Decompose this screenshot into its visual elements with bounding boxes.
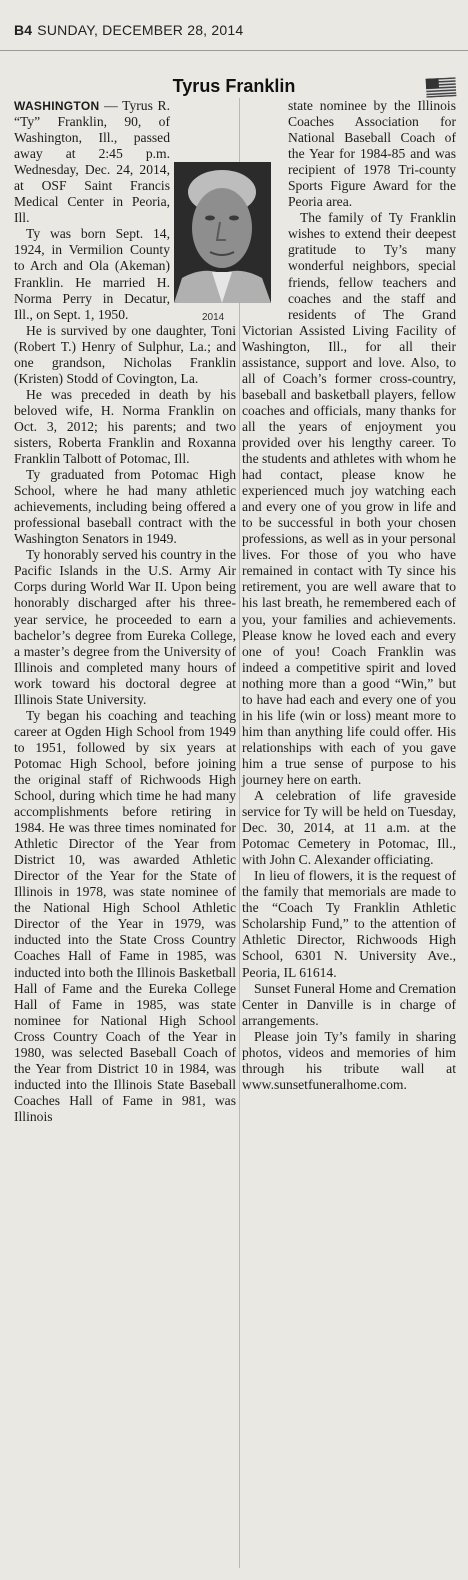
portrait-photo bbox=[174, 162, 271, 323]
obituary-paragraph: Sunset Funeral Home and Cremation Center in Danville is in charge of arrangements. bbox=[242, 980, 456, 1028]
obituary-paragraph: Ty graduated from Potomac High School, where he had many athletic achievements, including being offered a professional baseball contract with the Washington Senators in 1949. bbox=[14, 467, 236, 547]
american-flag-icon bbox=[426, 77, 457, 98]
issue-date: SUNDAY, DECEMBER 28, 2014 bbox=[37, 22, 244, 38]
column-divider bbox=[239, 98, 240, 1568]
obituary-paragraph: A celebration of life graveside service for Ty will be held on Tuesday, Dec. 30, 2014, at 11 a.m. at the Potomac Cemetery in Potomac, Ill., with John C. Alexander officiating. bbox=[242, 788, 456, 868]
header-rule bbox=[0, 50, 468, 51]
page-header bbox=[0, 0, 468, 50]
portrait-image bbox=[174, 162, 271, 303]
obituary-paragraph: He was preceded in death by his beloved wife, H. Norma Franklin on Oct. 3, 2012; his parents; and two sisters, Roberta Franklin and Roxanna Franklin Talbott of Potomac, Ill. bbox=[14, 386, 236, 467]
obituary-paragraph-continued: state nominee by the Illinois Coaches Association for National Baseball Coach of the Year for 1984-85 and was recipient of 1978 Tri-county Sports Figure Award for the Peoria area. bbox=[288, 98, 456, 210]
obituary-paragraph: He is survived by one daughter, Toni (Robert T.) Henry of Sulphur, La.; and one grandson, Nicholas Franklin (Kristen) Stodd of Covington, La. bbox=[14, 322, 236, 386]
obituary-headline: Tyrus Franklin bbox=[172, 76, 296, 96]
page-folio bbox=[14, 22, 243, 38]
obituary-paragraph: Ty honorably served his country in the Pacific Islands in the U.S. Army Air Corps during World War II. Upon being honorably discharged after his three-year service, he proceeded to earn a bachelor’s degree from Eureka College, a master’s degree from the University of Illinois and completed many hours of work toward his doctoral degree at Illinois State University. bbox=[14, 547, 236, 707]
lead-text: — Tyrus R. “Ty” Franklin, 90, of Washington, Ill., passed away at 2:45 p.m. Wednesday, Dec. 24, 2014, at OSF Saint Francis Medical Center in Peoria, Ill. bbox=[14, 98, 170, 226]
obituary-paragraph: Ty began his coaching and teaching career at Ogden High School from 1949 to 1951, followed by six years at Potomac High School, before joining the original staff of Richwoods High School, during which time he had many accomplishments before retiring in 1984. He was three times nominated for Athletic Director of the Year from District 10, was awarded Athletic Director of the Year for the State of Illinois in 1978, was state nominee of the National High School Athletic Director of the Year in 1979, was inducted into the State Cross Country Coaches Hall of Fame in 1985, was inducted into both the Illinois Basketball Hall of Fame and the Eureka College Hall of Fame in 1985, was state nominee for National High School Cross Country Coach of the Year in 1980, was selected Baseball Coach of the Year from District 10 in 1984, was inducted into the Illinois State Baseball Coaches Hall of Fame in 981, was Illinois bbox=[14, 707, 236, 1124]
obituary-paragraph: Ty was born Sept. 14, 1924, in Vermilion County to Arch and Ola (Akeman) Franklin. He married H. Norma Perry in Decatur, Ill., on Sept. 1, 1950. bbox=[14, 226, 170, 322]
dateline: WASHINGTON bbox=[14, 99, 100, 113]
obituary-column-2 bbox=[242, 98, 456, 1093]
obituary-paragraph: Please join Ty’s family in sharing photos, videos and memories of him through his tribute wall at www.sunsetfuneralhome.com. bbox=[242, 1028, 456, 1092]
obituary-paragraph: In lieu of flowers, it is the request of the family that memorials are made to the “Coach Ty Franklin Athletic Scholarship Fund,” to the attention of Athletic Director, Richwoods High School, 6301 N. University Ave., Peoria, IL 61614. bbox=[242, 868, 456, 980]
obituary-paragraph: The family of Ty Franklin wishes to extend their deepest gratitude to Ty’s many wonderful neighbors, special friends, fellow teachers and coaches and the staff and residents of The Grand Victorian Assisted Living Facility of Washington, Ill., for all their assistance, support and love. Also, to all of Coach’s former cross-country, baseball and basketball players, fellow coaches and officials, many thanks for all the years of enjoyment you provided over his lengthy career. To the students and athletes with whom he had contact, please know he experienced much joy watching each and every one of you grow in life and to be successful in both your chosen professions, as well as in your personal lives. For those of you who have remained in contact with Ty since his retirement, you are well aware that to his last breath, he remembered each of you, your families and achievements. Please know he loved each and every one of you! Coach Franklin was indeed a competitive spirit and loved nothing more than a good “Win,” but to have had each and every one of you in his life (win or loss) meant more to him than anything life could offer. His relationships with each of you gave him a true sense of purpose to his journey here on earth. bbox=[242, 210, 456, 787]
photo-caption: 2014 bbox=[202, 312, 225, 323]
page-number: B4 bbox=[14, 22, 33, 38]
